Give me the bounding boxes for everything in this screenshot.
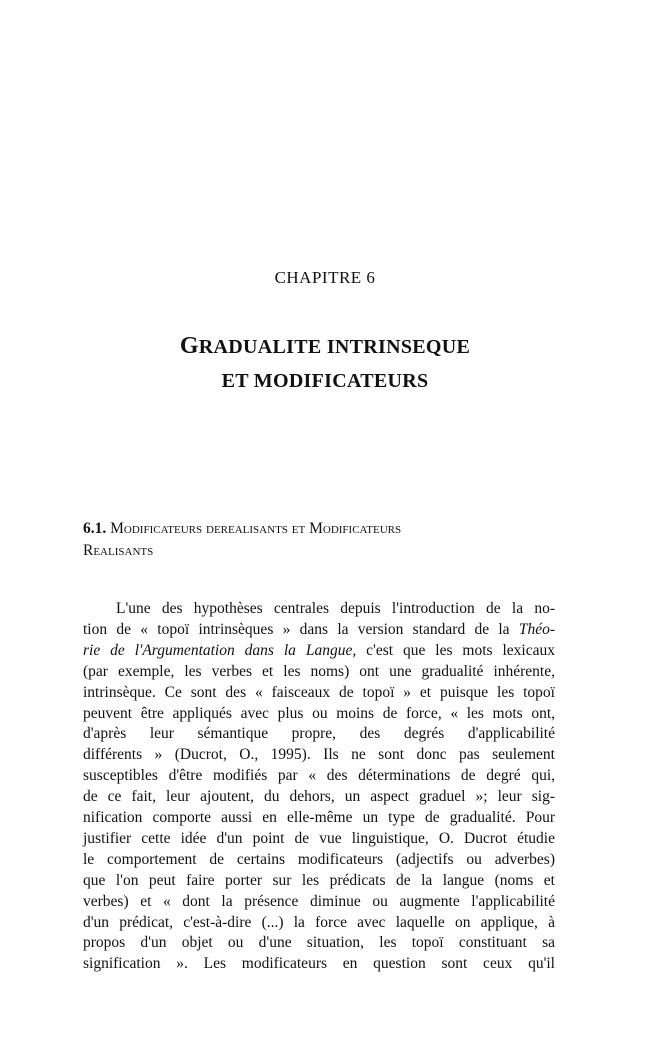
- body-line: d'après leur sémantique propre, des degrés d'applicabilité: [83, 725, 555, 743]
- body-line-part: tion de « topoï intrinsèques » dans la version standard de la: [83, 620, 519, 638]
- chapter-title-initial: G: [179, 333, 199, 359]
- body-line: que l'on peut faire porter sur les prédicats de la langue (noms et: [83, 871, 555, 889]
- body-line-part: c'est que les mots lexicaux: [356, 641, 555, 659]
- chapter-title-line-1-rest: RADUALITE INTRINSEQUE: [198, 336, 471, 358]
- body-line: verbes) et « dont la présence diminue ou augmente l'applicabilité: [83, 892, 555, 910]
- body-line: signification ». Les modificateurs en question sont ceux qu'il: [83, 955, 555, 973]
- section-heading: [83, 518, 555, 562]
- body-line: nification comporte aussi en elle-même un type de gradualité. Pour: [83, 809, 555, 826]
- section-heading-line-2: Realisants: [83, 542, 154, 559]
- body-line: (par exemple, les verbes et les noms) ont une gradualité inhérente,: [83, 662, 555, 680]
- body-line: justifier cette idée d'un point de vue linguistique, O. Ducrot étudie: [83, 829, 555, 847]
- body-line: propos d'un objet ou d'une situation, les topoï constituant sa: [83, 934, 555, 952]
- chapter-label: CHAPITRE 6: [274, 268, 376, 287]
- section-number: 6.1.: [83, 520, 107, 537]
- body-line: [83, 620, 555, 640]
- body-line: intrinsèque. Ce sont des « faisceaux de topoï » et puisque les topoï: [83, 683, 555, 701]
- body-line: L'une des hypothèses centrales depuis l'introduction de la no-: [116, 600, 555, 617]
- body-line: le comportement de certains modificateurs (adjectifs ou adverbes): [83, 850, 555, 868]
- section-heading-line-1: Modificateurs derealisants et Modificateurs: [110, 520, 402, 537]
- body-line: d'un prédicat, c'est-à-dire (...) la force avec laquelle on applique, à: [83, 913, 555, 931]
- chapter-title-line-1: [0, 333, 650, 360]
- body-line: [83, 641, 555, 661]
- body-line-italic: Théo-: [518, 620, 555, 638]
- chapter-title-line-2: ET MODIFICATEURS: [221, 370, 429, 392]
- body-line: de ce fait, leur ajoutent, du dehors, un aspect graduel »; leur sig-: [83, 788, 555, 806]
- body-line-italic: rie de l'Argumentation dans la Langue,: [83, 641, 357, 659]
- body-line: peuvent être appliqués avec plus ou moins de force, « les mots ont,: [83, 704, 555, 722]
- body-line: susceptibles d'être modifiés par « des déterminations de degré qui,: [83, 767, 555, 785]
- body-line: différents » (Ducrot, O., 1995). Ils ne sont donc pas seulement: [83, 746, 555, 764]
